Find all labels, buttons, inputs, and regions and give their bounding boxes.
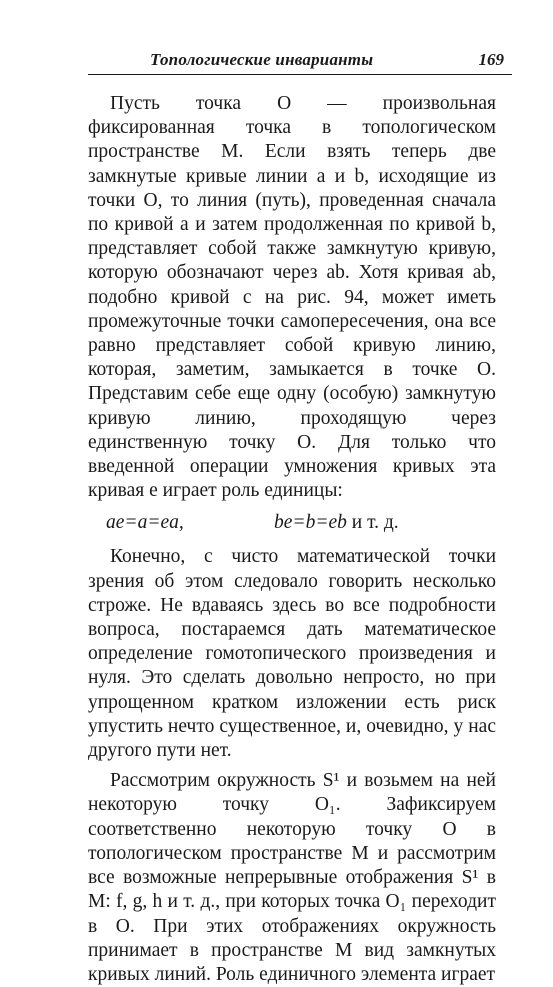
- formula-right-tail: и т. д.: [346, 512, 399, 534]
- paragraph-3: Рассмотрим окружность S¹ и возьмем на ней некоторую точку O₁. Зафиксируем соответственно некоторую точку O в топологическом пространстве M и рассмотрим все возможные непрерывные отображения S¹ в M: f, g, h и т. д., при которых точка O₁ переходит в O. При этих отображениях окружность принимает в пространстве M вид замкнутых кривых линий. Роль единичного элемента играет: [88, 770, 496, 985]
- formula-left: ae=a=ea,: [106, 512, 184, 534]
- paragraph-1: Пусть точка O — произвольная фиксированная точка в топологическом пространстве M. Если взять теперь две замкнутые кривые линии a и b, исходящие из точки O, то линия (путь), проведенная сначала по кривой a и затем продолженная по кривой b, представляет собой также замкнутую кривую, которую обозначают через ab. Хотя кривая ab, подобно кривой c на рис. 94, может иметь промежуточные точки самопересечения, она все равно представляет собой кривую линию, которая, заметим, замыкается в точке O. Представим себе еще одну (особую) замкнутую кривую линию, проходящую через единственную точку O. Для только что введенной операции умножения кривых эта кривая e играет роль единицы:: [88, 93, 496, 502]
- body-text: [88, 92, 496, 987]
- formula-right: [274, 511, 399, 535]
- running-title: Топологические инварианты: [150, 50, 374, 69]
- formula-right-expr: be=b=eb: [274, 512, 347, 534]
- formula-line: [88, 511, 496, 535]
- header-rule: [88, 74, 512, 75]
- paragraph-2: Конечно, с чисто математической точки зрения об этом следовало говорить несколько строже. Не вдаваясь здесь во все подробности вопроса, постараемся дать математическое определение гомотопического произведения и нуля. Это сделать довольно непросто, но при упрощенном кратком изложении есть риск упустить нечто существенное, и, очевидно, у нас другого пути нет.: [88, 546, 496, 762]
- page-number: 169: [478, 50, 504, 69]
- running-head: [88, 48, 512, 76]
